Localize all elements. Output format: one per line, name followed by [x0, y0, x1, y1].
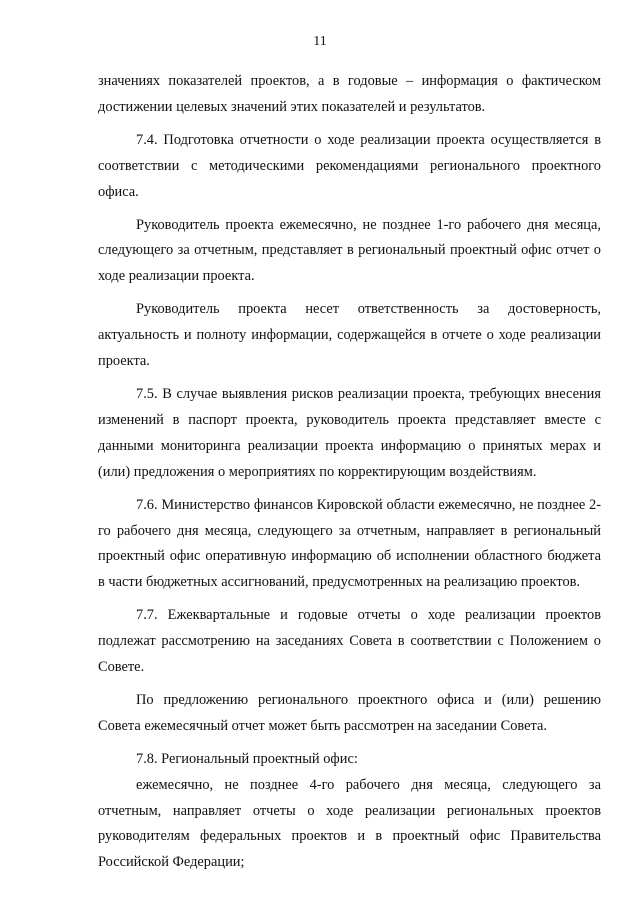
- paragraph-7-4: 7.4. Подготовка отчетности о ходе реализации проекта осуществляется в соответствии с методическими рекомендациями регионального проектного офиса.: [98, 131, 601, 200]
- paragraph-project-manager-report: Руководитель проекта ежемесячно, не позднее 1-го рабочего дня месяца, следующего за отчетным, представляет в региональный проектный офис отчет о ходе реализации проекта.: [98, 216, 601, 285]
- paragraph-7-8: 7.8. Региональный проектный офис:: [136, 750, 358, 767]
- paragraph-7-7: 7.7. Ежеквартальные и годовые отчеты о ходе реализации проектов подлежат рассмотрению на заседаниях Совета в соответствии с Положением о Совете.: [98, 607, 601, 676]
- paragraph-7-5: 7.5. В случае выявления рисков реализации проекта, требующих внесения изменений в паспорт проекта, руководитель проекта представляет вместе с данными мониторинга реализации проекта информацию о принятых мерах и (или) предложения о мероприятиях по корректирующим воздействиям.: [98, 385, 601, 480]
- paragraph-council-review: По предложению регионального проектного офиса и (или) решению Совета ежемесячный отчет может быть рассмотрен на заседании Совета.: [98, 691, 601, 734]
- paragraph-7-6: 7.6. Министерство финансов Кировской области ежемесячно, не позднее 2-го рабочего дня месяца, следующего за отчетным, направляет в региональный проектный офис оперативную информацию об исполнении областного бюджета в части бюджетных ассигнований, предусмотренных на реализацию проектов.: [98, 496, 601, 591]
- paragraph-monthly-reports: ежемесячно, не позднее 4-го рабочего дня месяца, следующего за отчетным, направляет отчеты о ходе реализации региональных проектов руководителям федеральных проектов и в проектный офис Правительства Российской Федерации;: [98, 776, 601, 871]
- paragraph-project-manager-responsibility: Руководитель проекта несет ответственность за достоверность, актуальность и полноту информации, содержащейся в отчете о ходе реализации проекта.: [98, 301, 601, 370]
- document-body: [98, 69, 601, 876]
- page-number: 11: [313, 34, 327, 49]
- paragraph-continuation: значениях показателей проектов, а в годовые – информация о фактическом достижении целевых значений этих показателей и результатов.: [98, 73, 601, 115]
